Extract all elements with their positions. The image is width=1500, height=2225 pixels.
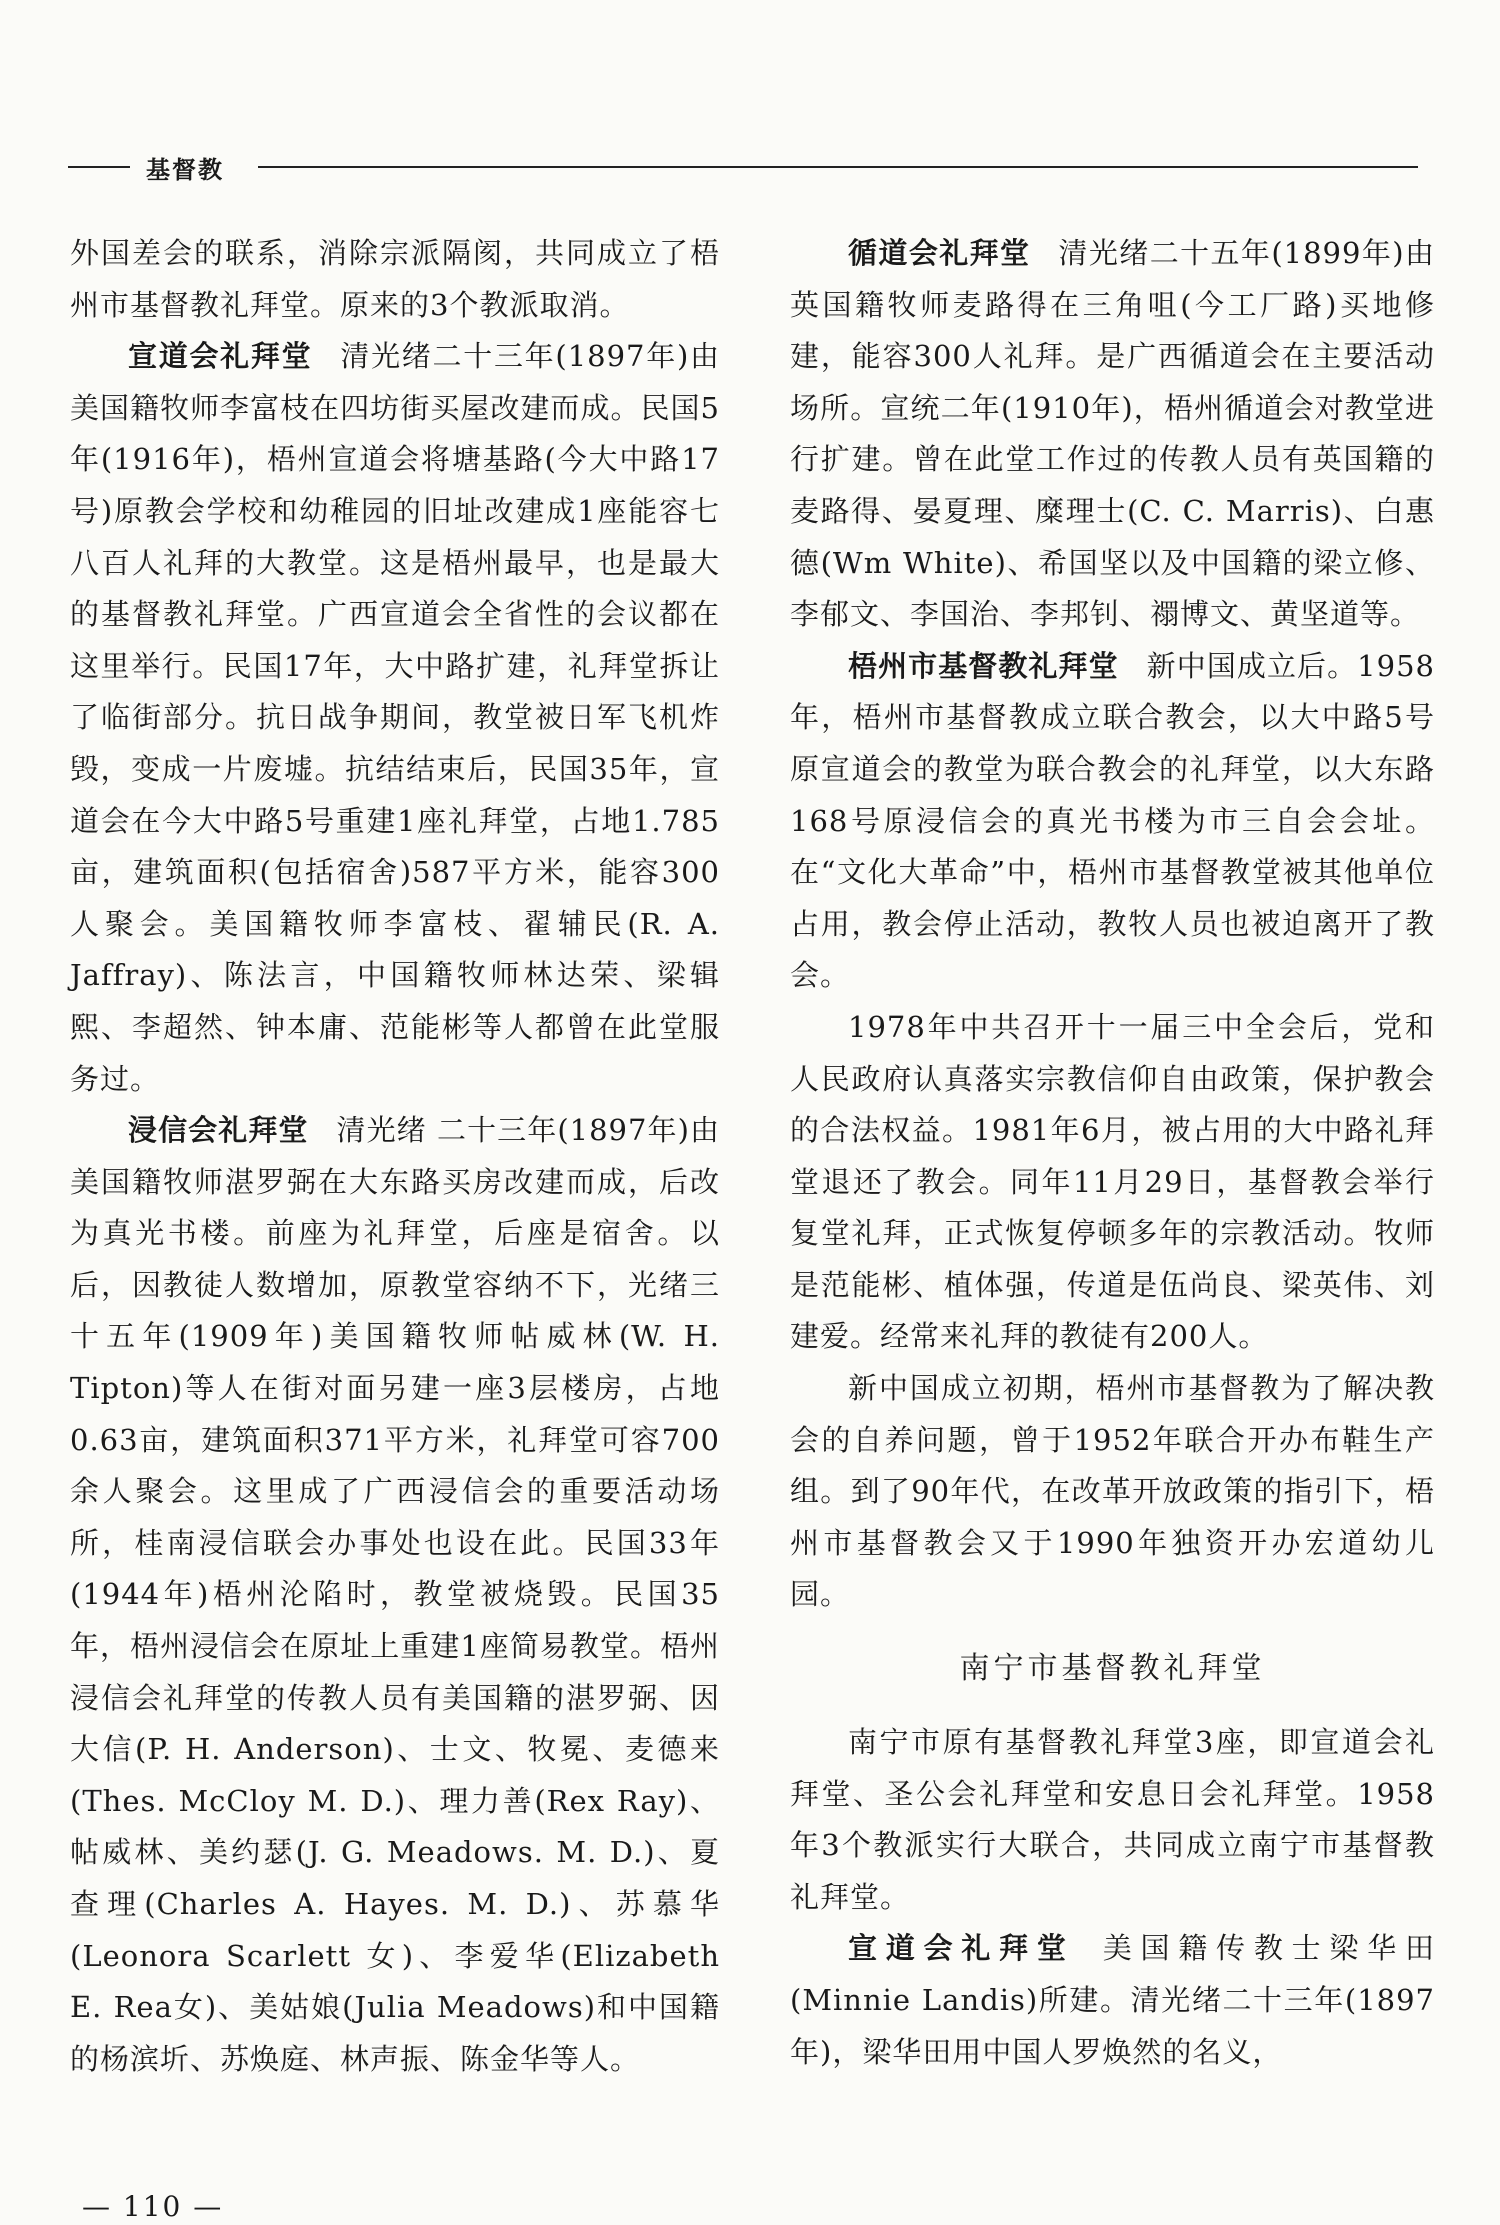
paragraph-text: 新中国成立初期，梧州市基督教为了解决教会的自养问题，曾于1952年联合开办布鞋生产组。到了90年代，在改革开放政策的指引下，梧州市基督教会又于1990年独资开办宏道幼儿园。 — [790, 1371, 1435, 1612]
paragraph-text: 外国差会的联系，消除宗派隔阂，共同成立了梧州市基督教礼拜堂。原来的3个教派取消。 — [70, 236, 720, 322]
paragraph-text: 清光绪二十三年(1897年)由美国籍牧师李富枝在四坊街买屋改建而成。民国5年(1916年)，梧州宣道会将塘基路(今大中路17号)原教会学校和幼稚园的旧址改建成1座能容七八百人礼拜的大教堂。这是梧州最早，也是最大的基督教礼拜堂。广西宣道会全省性的会议都在这里举行。民国17年，大中路扩建，礼拜堂拆让了临街部分。抗日战争期间，教堂被日军飞机炸毁，变成一片废墟。抗结结束后，民国35年，宣道会在今大中路5号重建1座礼拜堂，占地1.785亩，建筑面积(包括宿舍)587平方米，能容300人聚会。美国籍牧师李富枝、翟辅民(R. A. Jaffray)、陈法言，中国籍牧师林达荣、梁辑熙、李超然、钟本庸、范能彬等人都曾在此堂服务过。 — [70, 339, 720, 1096]
paragraph-text: 美国籍传教士梁华田(Minnie Landis)所建。清光绪二十三年(1897年)，梁华田用中国人罗焕然的名义， — [790, 1931, 1435, 2069]
right-column — [790, 228, 1435, 2078]
left-column — [70, 228, 720, 2085]
paragraph-text: 1978年中共召开十一届三中全会后，党和人民政府认真落实宗教信仰自由政策，保护教会的合法权益。1981年6月，被占用的大中路礼拜堂退还了教会。同年11月29日，基督教会举行复堂礼拜，正式恢复停顿多年的宗教活动。牧师是范能彬、植体强，传道是伍尚良、梁英伟、刘建爱。经常来礼拜的教徒有200人。 — [790, 1009, 1435, 1354]
paragraph — [790, 1363, 1435, 1621]
paragraph-text: 南宁市原有基督教礼拜堂3座，即宣道会礼拜堂、圣公会礼拜堂和安息日会礼拜堂。1958年3个教派实行大联合，共同成立南宁市基督教礼拜堂。 — [790, 1725, 1435, 1914]
paragraph-text: 新中国成立后。1958年，梧州市基督教成立联合教会，以大中路5号原宣道会的教堂为联合教会的礼拜堂，以大东路168号原浸信会的真光书楼为市三自会会址。在“文化大革命”中，梧州市基督教堂被其他单位占用，教会停止活动，教牧人员也被迫离开了教会。 — [790, 648, 1435, 993]
running-header — [68, 150, 1418, 184]
paragraph-text: 清光绪二十五年(1899年)由英国籍牧师麦路得在三角咀(今工厂路)买地修建，能容300人礼拜。是广西循道会在主要活动场所。宣统二年(1910年)，梧州循道会对教堂进行扩建。曾在此堂工作过的传教人员有英国籍的麦路得、晏夏理、糜理士(C. C. Marris)、白惠德(Wm White)、希国坚以及中国籍的梁立修、李郁文、李国治、李邦钊、禤博文、黄坚道等。 — [790, 236, 1435, 632]
paragraph — [790, 1923, 1435, 2078]
section-subheading: 南宁市基督教礼拜堂 — [959, 1651, 1266, 1687]
section-title: 基督教 — [146, 156, 224, 184]
paragraph-term: 梧州市基督教礼拜堂 — [848, 648, 1119, 683]
paragraph-term: 宣道会礼拜堂 — [848, 1931, 1075, 1966]
paragraph — [790, 228, 1435, 641]
paragraph — [70, 228, 720, 331]
paragraph-term: 循道会礼拜堂 — [848, 236, 1031, 270]
page-number: — 110 — — [82, 2190, 224, 2223]
header-rule-left — [68, 166, 130, 168]
header-rule-right — [258, 166, 1418, 168]
paragraph-text: 清光绪 二十三年(1897年)由美国籍牧师湛罗弼在大东路买房改建而成，后改为真光书楼。前座为礼拜堂，后座是宿舍。以后，因教徒人数增加，原教堂容纳不下，光绪三十五年(1909年)美国籍牧师帖威林(W. H. Tipton)等人在街对面另建一座3层楼房，占地0.63亩，建筑面积371平方米，礼拜堂可容700余人聚会。这里成了广西浸信会的重要活动场所，桂南浸信联会办事处也设在此。民国33年(1944年)梧州沦陷时，教堂被烧毁。民国35年，梧州浸信会在原址上重建1座简易教堂。梧州浸信会礼拜堂的传教人员有美国籍的湛罗弼、因大信(P. H. Anderson)、士文、牧冕、麦德来(Thes. McCloy M. D.)、理力善(Rex Ray)、帖威林、美约瑟(J. G. Meadows. M. D.)、夏查理(Charles A. Hayes. M. D.)、苏慕华(Leonora Scarlett 女)、李爱华(Elizabeth E. Rea女)、美姑娘(Julia Meadows)和中国籍的杨滨圻、苏焕庭、林声振、陈金华等人。 — [70, 1113, 720, 2076]
paragraph-term: 浸信会礼拜堂 — [128, 1113, 309, 1148]
paragraph — [70, 331, 720, 1105]
paragraph — [790, 1002, 1435, 1363]
paragraph — [790, 1717, 1435, 1923]
paragraph-term: 宣道会礼拜堂 — [128, 339, 313, 374]
paragraph — [790, 641, 1435, 1002]
paragraph — [70, 1105, 720, 2085]
